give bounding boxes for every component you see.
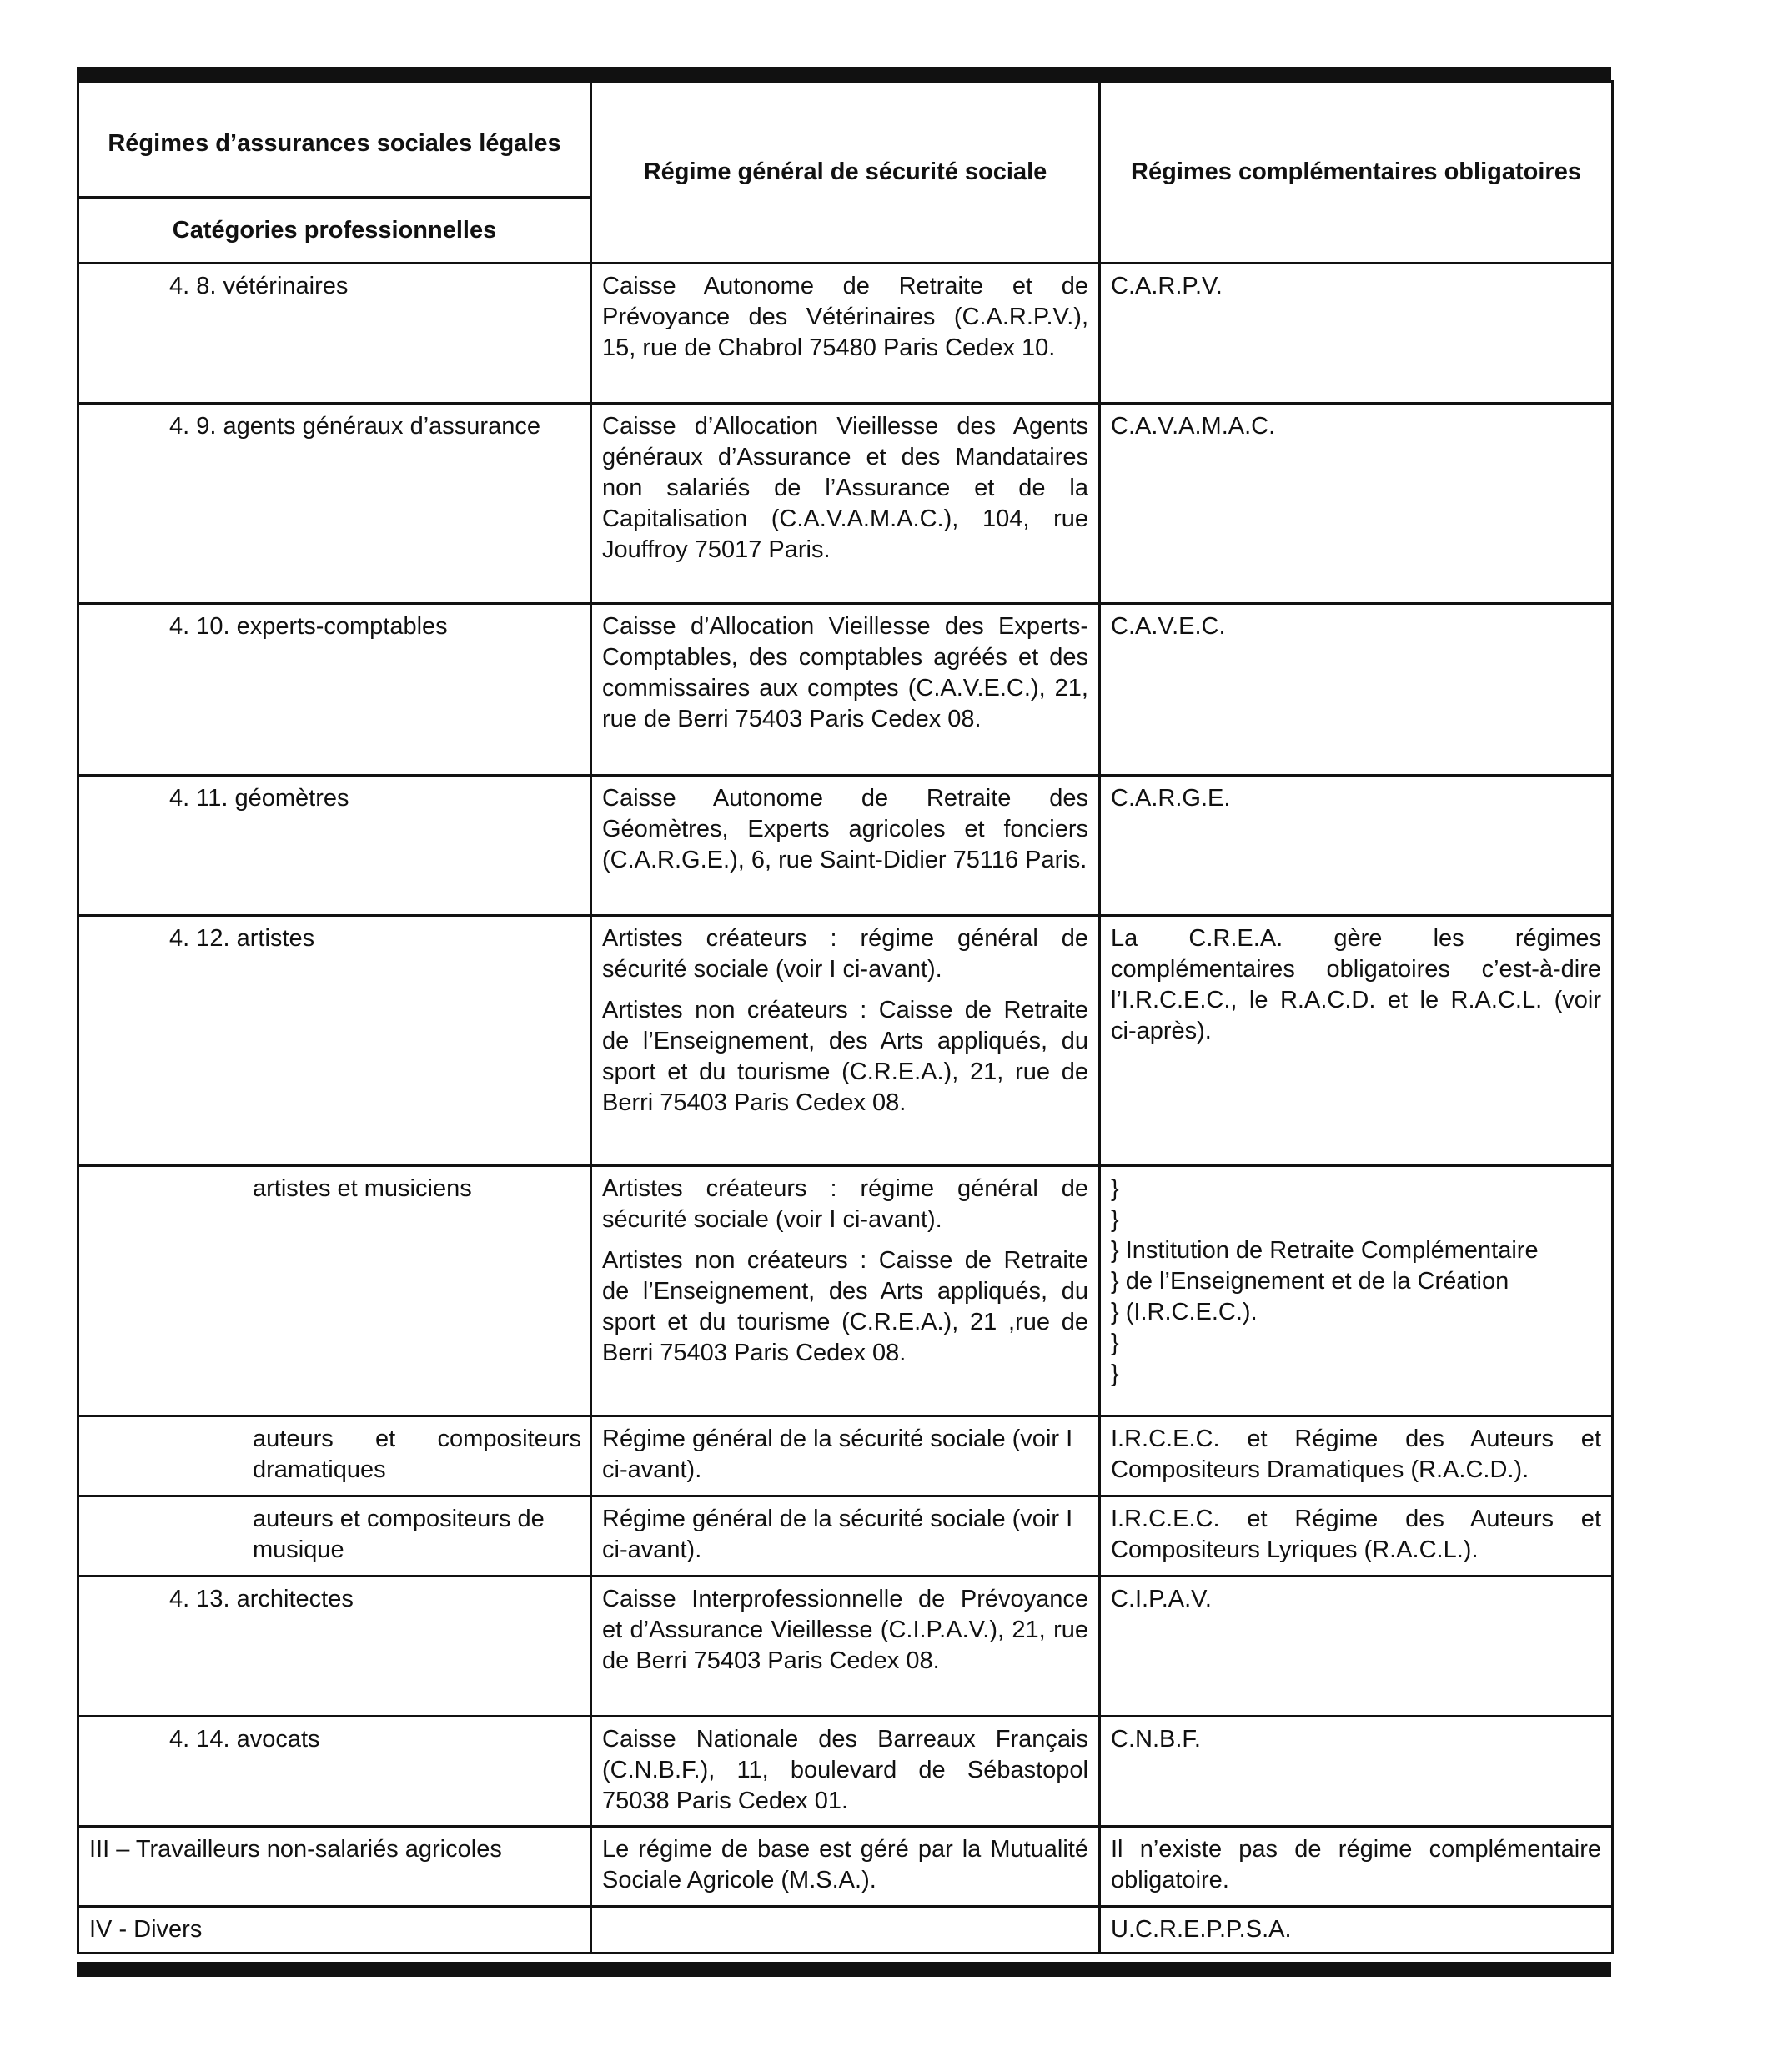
row-category: auteurs et compositeurs de musique — [78, 1496, 591, 1577]
row-general: Régime général de la sécurité sociale (voir I ci-avant). — [591, 1416, 1100, 1496]
row-general: Artistes créateurs : régime général de sécurité sociale (voir I ci-avant). Artistes non créateurs : Caisse de Retraite de l’Enseignement, des Arts appliqués, du sport et du tourisme (C.R.E.A.), 21 ,rue de Berri 75403 Paris Cedex 08. — [591, 1166, 1100, 1416]
row-general: Caisse Nationale des Barreaux Français (C.N.B.F.), 11, boulevard de Sébastopol 75038 Paris Cedex 01. — [591, 1717, 1100, 1827]
table-row — [78, 1496, 1613, 1577]
row-category: 4. 9. agents généraux d’assurance — [78, 404, 591, 604]
table-row — [78, 264, 1613, 404]
table-row — [78, 604, 1613, 776]
table-row — [78, 1907, 1613, 1954]
row-general: Régime général de la sécurité sociale (voir I ci-avant). — [591, 1496, 1100, 1577]
table-row — [78, 776, 1613, 916]
row-category: 4. 14. avocats — [78, 1717, 591, 1827]
row-complementary: C.N.B.F. — [1100, 1717, 1613, 1827]
row-general: Artistes créateurs : régime général de sécurité sociale (voir I ci-avant). Artistes non créateurs : Caisse de Retraite de l’Enseignement, des Arts appliqués, du sport et du tourisme (C.R.E.A.), 21, rue de Berri 75403 Paris Cedex 08. — [591, 916, 1100, 1166]
header-categories: Catégories professionnelles — [78, 198, 591, 264]
regimes-table — [77, 80, 1614, 1954]
row-complementary: C.A.V.E.C. — [1100, 604, 1613, 776]
row-complementary: C.A.R.G.E. — [1100, 776, 1613, 916]
header-regimes-complementaires: Régimes complémentaires obligatoires — [1100, 82, 1613, 264]
row-category: auteurs et compositeurs dramatiques — [78, 1416, 591, 1496]
row-complementary: La C.R.E.A. gère les régimes complémentaires obligatoires c’est-à-dire l’I.R.C.E.C., le R.A.C.D. et le R.A.C.L. (voir ci-après). — [1100, 916, 1613, 1166]
header-regimes-legaux: Régimes d’assurances sociales légales — [78, 82, 591, 198]
row-category: IV - Divers — [78, 1907, 591, 1954]
row-category: 4. 13. architectes — [78, 1577, 591, 1717]
bottom-rule — [77, 1962, 1611, 1977]
row-general: Caisse Autonome de Retraite des Géomètres, Experts agricoles et fonciers (C.A.R.G.E.), 6, rue Saint-Didier 75116 Paris. — [591, 776, 1100, 916]
row-general: Caisse d’Allocation Vieillesse des Agents généraux d’Assurance et des Mandataires non salariés de l’Assurance et de la Capitalisation (C.A.V.A.M.A.C.), 104, rue Jouffroy 75017 Paris. — [591, 404, 1100, 604]
row-category: III – Travailleurs non-salariés agricoles — [78, 1827, 591, 1907]
row-category: 4. 12. artistes — [78, 916, 591, 1166]
row-complementary: C.A.R.P.V. — [1100, 264, 1613, 404]
row-category: artistes et musiciens — [78, 1166, 591, 1416]
row-complementary: C.A.V.A.M.A.C. — [1100, 404, 1613, 604]
row-general: Caisse d’Allocation Vieillesse des Experts-Comptables, des comptables agréés et des commissaires aux comptes (C.A.V.E.C.), 21, rue de Berri 75403 Paris Cedex 08. — [591, 604, 1100, 776]
row-category: 4. 8. vétérinaires — [78, 264, 591, 404]
row-complementary: C.I.P.A.V. — [1100, 1577, 1613, 1717]
row-category: 4. 11. géomètres — [78, 776, 591, 916]
document-sheet — [77, 67, 1611, 1977]
table-row — [78, 1717, 1613, 1827]
table-row — [78, 404, 1613, 604]
row-general — [591, 1907, 1100, 1954]
header-regime-general: Régime général de sécurité sociale — [591, 82, 1100, 264]
row-general: Le régime de base est géré par la Mutualité Sociale Agricole (M.S.A.). — [591, 1827, 1100, 1907]
row-category: 4. 10. experts-comptables — [78, 604, 591, 776]
table-row — [78, 1577, 1613, 1717]
row-complementary: I.R.C.E.C. et Régime des Auteurs et Compositeurs Dramatiques (R.A.C.D.). — [1100, 1416, 1613, 1496]
table-row — [78, 1166, 1613, 1416]
table-row — [78, 1827, 1613, 1907]
row-complementary: Il n’existe pas de régime complémentaire obligatoire. — [1100, 1827, 1613, 1907]
row-general: Caisse Interprofessionnelle de Prévoyance et d’Assurance Vieillesse (C.I.P.A.V.), 21, rue de Berri 75403 Paris Cedex 08. — [591, 1577, 1100, 1717]
row-complementary: U.C.R.E.P.P.S.A. — [1100, 1907, 1613, 1954]
top-rule — [77, 67, 1611, 80]
row-complementary: I.R.C.E.C. et Régime des Auteurs et Compositeurs Lyriques (R.A.C.L.). — [1100, 1496, 1613, 1577]
table-row — [78, 916, 1613, 1166]
row-general: Caisse Autonome de Retraite et de Prévoyance des Vétérinaires (C.A.R.P.V.), 15, rue de Chabrol 75480 Paris Cedex 10. — [591, 264, 1100, 404]
table-row — [78, 1416, 1613, 1496]
row-complementary: } } } Institution de Retraite Complémentaire } de l’Enseignement et de la Création } (I.R.C.E.C.). } } — [1100, 1166, 1613, 1416]
